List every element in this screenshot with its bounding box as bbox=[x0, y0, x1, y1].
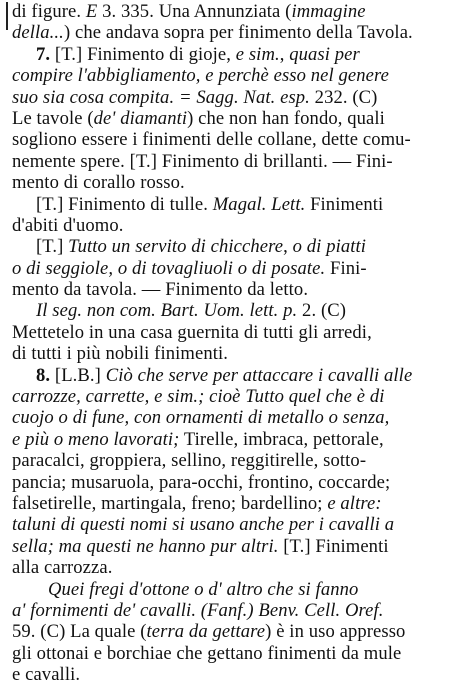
italic-text-run: e sim. bbox=[235, 43, 280, 65]
text-line bbox=[12, 621, 464, 642]
text-run: pancia; musaruola, para-occhi, frontino, coccarde; bbox=[12, 471, 391, 493]
text-run: Tirelle, imbraca, pettorale, bbox=[179, 428, 384, 450]
italic-text-run: immagine bbox=[291, 1, 366, 22]
text-run: di tutti i più nobili finimenti. bbox=[12, 343, 228, 365]
text-line bbox=[12, 129, 464, 150]
italic-text-run: taluni di questi nomi si usano anche per i cavalli a bbox=[12, 514, 395, 536]
text-line bbox=[12, 108, 464, 129]
text-line bbox=[12, 65, 464, 86]
text-line bbox=[12, 300, 464, 321]
text-run: 232. (C) bbox=[309, 86, 378, 108]
text-line bbox=[12, 557, 464, 578]
text-run: 7. bbox=[36, 43, 55, 65]
margin-rule bbox=[6, 2, 8, 30]
text-line bbox=[12, 450, 464, 471]
text-line bbox=[12, 514, 464, 535]
text-line bbox=[12, 172, 464, 193]
italic-text-run: Ciò che serve per attaccare i cavalli alle bbox=[105, 364, 413, 386]
text-line bbox=[12, 429, 464, 450]
text-run: mento da tavola. — Finimento da letto. bbox=[12, 279, 309, 301]
text-run: ) che andava sopra per finimento della Tavola. bbox=[63, 22, 413, 44]
text-run: sogliono essere i finimenti delle collane, dette comu- bbox=[12, 129, 411, 151]
text-run: 3. 335. Una Annunziata ( bbox=[97, 1, 292, 22]
text-run: [T.] Finimento di tulle. bbox=[36, 193, 213, 215]
text-run: [T.] bbox=[36, 236, 69, 258]
text-line bbox=[12, 44, 464, 65]
italic-text-run: e più o meno lavorati; bbox=[12, 428, 180, 450]
text-line bbox=[12, 493, 464, 514]
text-line bbox=[12, 194, 464, 215]
italic-text-run: sella; ma questi ne hanno pur altri. bbox=[12, 535, 279, 557]
italic-text-run: terra da gettare bbox=[146, 621, 266, 643]
text-line bbox=[12, 343, 464, 364]
italic-text-run: cuojo o di fune, con ornamenti di metallo o senza, bbox=[12, 407, 390, 429]
text-line bbox=[12, 579, 464, 600]
text-run: alla carrozza. bbox=[12, 557, 113, 579]
text-line bbox=[12, 215, 464, 236]
text-run: paracalci, groppiera, sellino, reggitirelle, sotto- bbox=[12, 450, 367, 472]
italic-text-run: o di piatti bbox=[292, 236, 367, 258]
text-line bbox=[12, 643, 464, 664]
italic-text-run: quasi per bbox=[289, 43, 360, 65]
italic-text-run: Il seg. non com. Bart. Uom. lett. p. bbox=[36, 300, 298, 322]
text-line bbox=[12, 258, 464, 279]
text-run: d'abiti d'uomo. bbox=[12, 214, 124, 236]
text-line bbox=[12, 322, 464, 343]
text-run: falsetirelle, martingala, freno; bardellino; bbox=[12, 492, 328, 514]
text-run: Mettetelo in una casa guernita di tutti gli arredi, bbox=[12, 321, 372, 343]
italic-text-run: Magal. Lett. bbox=[212, 193, 306, 215]
text-run: Fini- bbox=[325, 257, 367, 279]
text-run: 2. (C) bbox=[297, 300, 347, 322]
italic-text-run: a' fornimenti de' cavalli. (Fanf.) Benv. Cell. Oref. bbox=[12, 599, 384, 621]
text-line bbox=[12, 151, 464, 172]
text-run: 59. (C) La quale ( bbox=[12, 621, 147, 643]
text-run: , bbox=[279, 43, 290, 65]
text-line bbox=[12, 22, 464, 43]
italic-text-run: o di seggiole, o di tovagliuoli o di posate. bbox=[12, 257, 326, 279]
text-line bbox=[12, 87, 464, 108]
text-run: [T.] Finimenti bbox=[278, 535, 389, 557]
text-run: e cavalli. bbox=[12, 664, 81, 686]
text-run: Le tavole ( bbox=[12, 107, 94, 129]
text-run: ) è in uso appresso bbox=[265, 621, 406, 643]
italic-text-run: carrozze, carrette, e sim.; cioè Tutto quel che è di bbox=[12, 386, 385, 408]
italic-text-run: E bbox=[85, 1, 98, 22]
text-run: mento di corallo rosso. bbox=[12, 172, 185, 194]
italic-text-run: e altre: bbox=[327, 492, 382, 514]
text-line bbox=[12, 279, 464, 300]
italic-text-run: compire l'abbigliamento, e perchè esso nel genere bbox=[12, 65, 390, 87]
text-line bbox=[12, 236, 464, 257]
text-line bbox=[12, 472, 464, 493]
text-run: Finimenti bbox=[305, 193, 384, 215]
text-run: [L.B.] bbox=[54, 364, 106, 386]
text-run: di figure. bbox=[12, 1, 86, 22]
text-run: gli ottonai e borchiae che gettano finimenti da mule bbox=[12, 642, 402, 664]
italic-text-run: della... bbox=[12, 22, 64, 44]
text-run: nemente spere. [T.] Finimento di brillanti. — Fini- bbox=[12, 150, 393, 172]
text-line bbox=[12, 600, 464, 621]
text-run: [T.] Finimento di gioje, bbox=[54, 43, 236, 65]
dictionary-entry-text bbox=[12, 1, 464, 686]
text-run: ) che non han fondo, quali bbox=[187, 107, 385, 129]
italic-text-run: suo sia cosa compita. = Sagg. Nat. esp. bbox=[12, 86, 310, 108]
text-line bbox=[12, 386, 464, 407]
italic-text-run: de' diamanti bbox=[93, 107, 188, 129]
italic-text-run: Tutto un servito di chicchere bbox=[68, 236, 284, 258]
text-line bbox=[12, 1, 464, 22]
text-line bbox=[12, 536, 464, 557]
text-run: , bbox=[283, 236, 293, 258]
text-line bbox=[12, 365, 464, 386]
text-line bbox=[12, 664, 464, 685]
text-line bbox=[12, 407, 464, 428]
text-run: 8. bbox=[36, 364, 55, 386]
italic-text-run: Quei fregi d'ottone o d' altro che si fanno bbox=[48, 578, 359, 600]
